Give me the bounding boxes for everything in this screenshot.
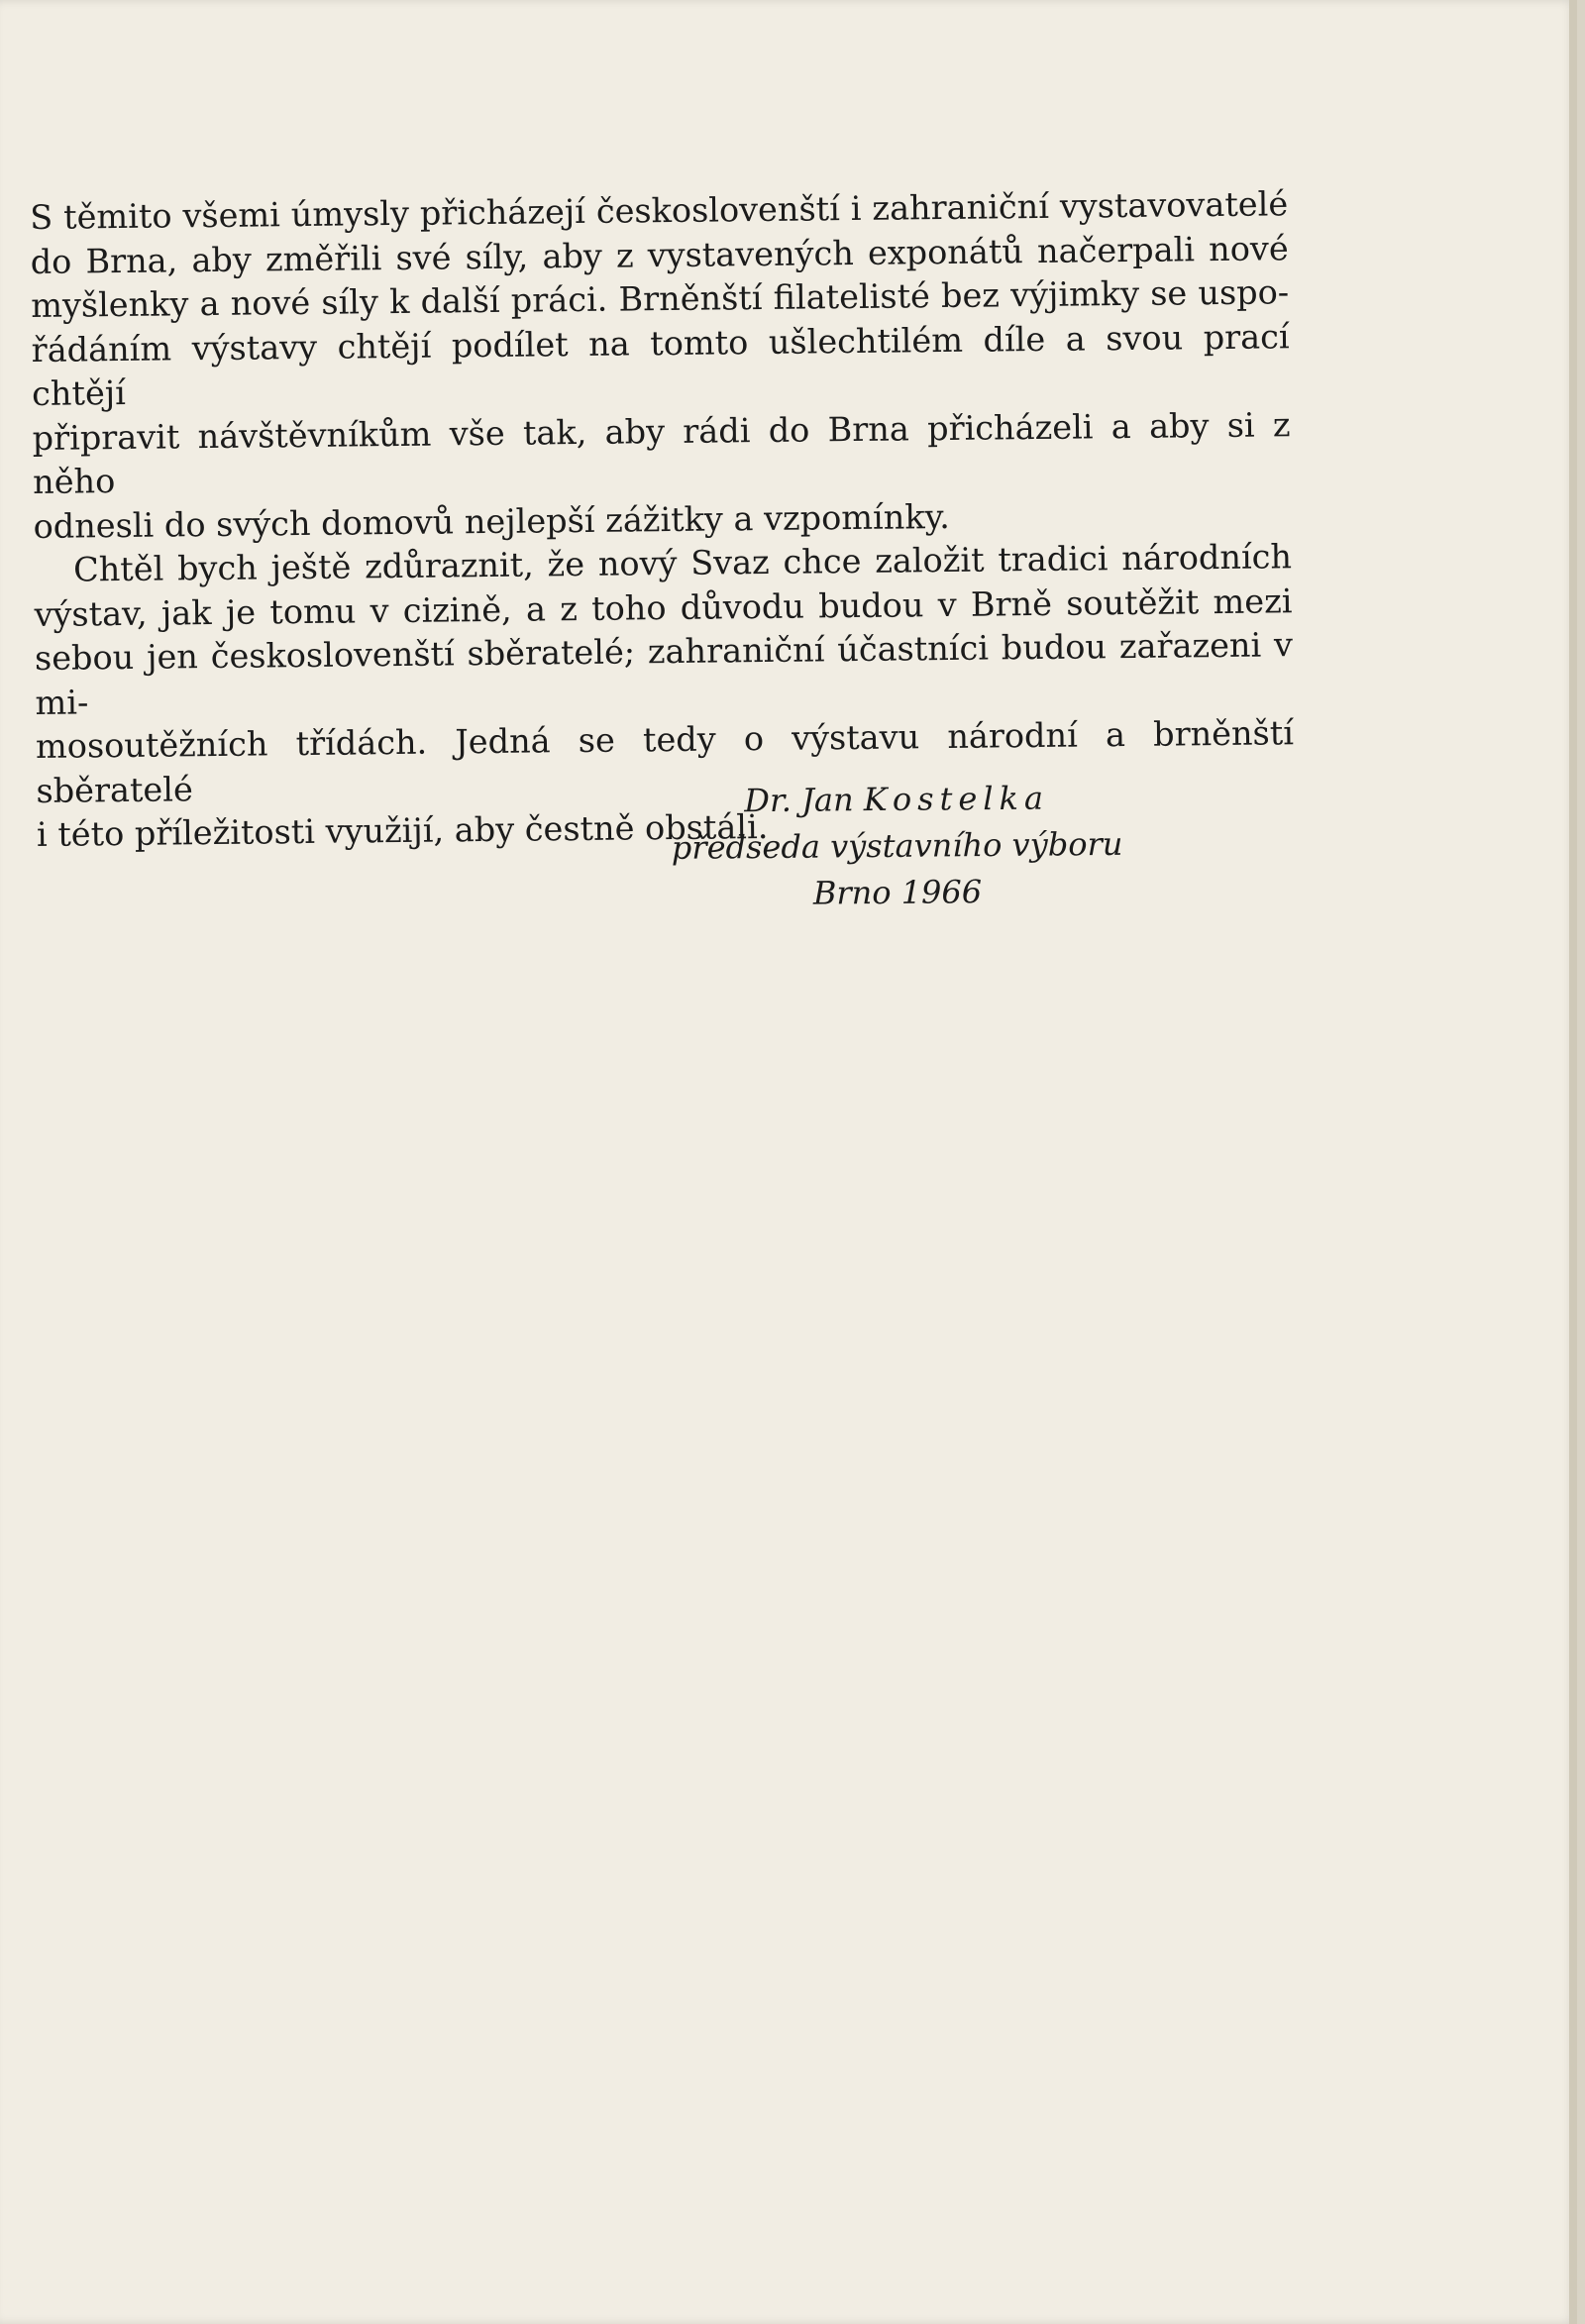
text-line: výstav, jak je tomu v cizině, a z toho důvodu budou v Brně soutěžit mezi	[34, 581, 1293, 634]
page-edge	[1569, 0, 1577, 2324]
signature-block	[654, 775, 1140, 918]
text-line: do Brna, aby změřili své síly, aby z vystavených exponátů načerpali nové	[30, 228, 1289, 281]
text-line: řádáním výstavy chtějí podílet na tomto ušlechtilém díle a svou prací chtějí	[31, 316, 1290, 413]
text-line: Chtěl bych ještě zdůraznit, že nový Svaz chce založit tradici národních	[72, 537, 1293, 589]
text-line: mosoutěžních třídách. Jedná se tedy o výstavu národní a brněnští sběratelé	[35, 713, 1295, 810]
text-line: S těmito všemi úmysly přicházejí českoslovenští i zahraniční vystavovatelé	[30, 184, 1289, 237]
text-line: sebou jen českoslovenští sběratelé; zahraniční účastníci budou zařazeni v mi-	[34, 625, 1294, 722]
text-line: odnesli do svých domovů nejlepší zážitky a vzpomínky.	[33, 496, 950, 546]
signature-name	[654, 775, 1139, 825]
text-line: připravit návštěvníkům vše tak, aby rádi do Brna přicházeli a aby si z něho	[32, 404, 1291, 501]
signature-title: Dr. Jan	[744, 781, 854, 820]
signature-surname: Kostelka	[863, 779, 1050, 819]
body-text	[30, 182, 1295, 857]
signature-role: předseda výstavního výboru	[671, 824, 1123, 867]
signature-place-date: Brno 1966	[812, 873, 983, 912]
paragraph-1	[30, 182, 1292, 549]
text-line: myšlenky a nové síly k další práci. Brněnští filatelisté bez výjimky se uspo-	[30, 272, 1290, 325]
text-line: i této příležitosti využijí, aby čestně obstáli.	[36, 806, 769, 854]
